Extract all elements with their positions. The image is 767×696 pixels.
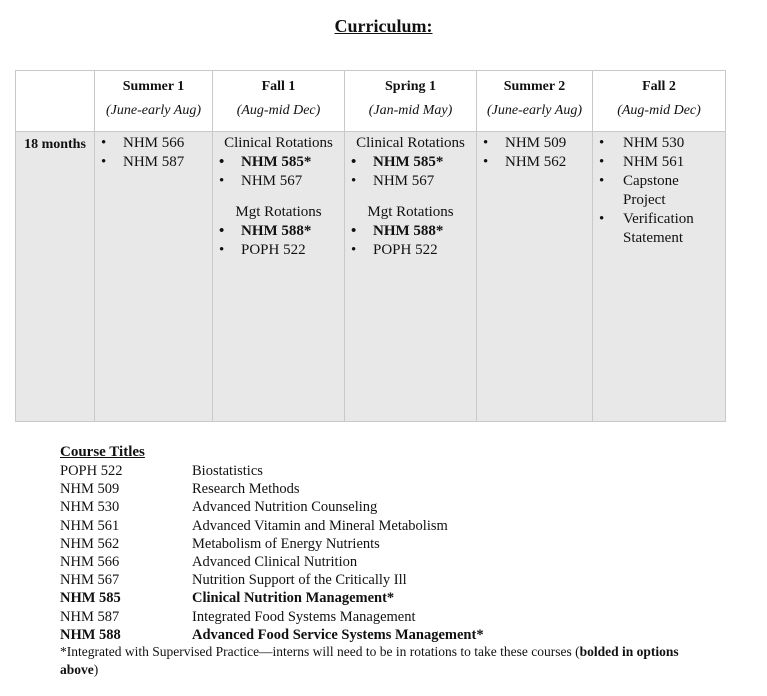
- header-spring1: [345, 71, 477, 132]
- header-fall2: [593, 71, 726, 132]
- course-row: [60, 535, 484, 553]
- course-item: • NHM 567: [345, 172, 476, 191]
- course-title: Advanced Clinical Nutrition: [192, 554, 358, 571]
- term-name: Fall 2: [642, 79, 676, 94]
- course-titles-list: [60, 462, 484, 644]
- course-row: [60, 589, 484, 607]
- course-item: • NHM 588*: [213, 222, 344, 241]
- footnote-end: ): [93, 662, 99, 677]
- course-title: Clinical Nutrition Management*: [192, 590, 395, 607]
- footnote: [60, 643, 700, 679]
- course-row: [60, 626, 484, 644]
- header-summer2: [477, 71, 593, 132]
- term-name: Spring 1: [385, 79, 436, 94]
- program-row: [16, 132, 726, 422]
- course-title: Metabolism of Energy Nutrients: [192, 535, 380, 552]
- course-row: [60, 608, 484, 626]
- course-code: NHM 530: [60, 499, 120, 516]
- course-titles-heading: Course Titles: [60, 444, 145, 460]
- course-row: [60, 462, 484, 480]
- course-code: NHM 561: [60, 517, 120, 534]
- course-row: [60, 498, 484, 516]
- course-item: • POPH 522: [213, 241, 344, 260]
- term-dates: (June-early Aug): [487, 103, 582, 118]
- course-title: Biostatistics: [192, 463, 263, 479]
- course-item: • NHM 587: [95, 153, 212, 172]
- term-name: Summer 1: [122, 79, 185, 94]
- course-item: • NHM 588*: [345, 222, 476, 241]
- cell-spring1: [345, 132, 477, 422]
- term-dates: (Aug-mid Dec): [617, 103, 701, 118]
- footnote-bold: bolded in options above: [60, 644, 679, 677]
- cell-summer2: [477, 132, 593, 422]
- course-code: POPH 522: [60, 463, 123, 479]
- clinical-rotations-label: Clinical Rotations: [356, 135, 465, 151]
- cell-fall1: [213, 132, 345, 422]
- term-dates: (Jan-mid May): [368, 103, 453, 118]
- course-title: Integrated Food Systems Management: [192, 608, 416, 625]
- course-item: • POPH 522: [345, 241, 476, 260]
- course-code: NHM 585: [60, 590, 121, 607]
- cell-fall2: [593, 132, 726, 422]
- course-code: NHM 587: [60, 608, 120, 625]
- course-item: • NHM 530: [593, 134, 725, 153]
- course-item: • NHM 562: [477, 153, 592, 172]
- course-title: Nutrition Support of the Critically Ill: [192, 572, 407, 589]
- course-item: • NHM 566: [95, 134, 212, 153]
- term-name: Fall 1: [261, 79, 296, 94]
- footnote-text: *Integrated with Supervised Practice—interns will need to be in rotations to take these courses (: [60, 644, 580, 659]
- page-title: Curriculum:: [334, 16, 433, 36]
- course-title: Research Methods: [192, 481, 300, 498]
- course-code: NHM 566: [60, 554, 120, 571]
- course-row: [60, 480, 484, 498]
- course-code: NHM 567: [60, 572, 120, 589]
- course-row: [60, 571, 484, 589]
- course-item: • Verification Statement: [593, 210, 725, 248]
- course-title: Advanced Food Service Systems Management*: [192, 626, 484, 643]
- header-row: [16, 71, 726, 132]
- course-code: NHM 509: [60, 481, 120, 498]
- mgt-rotations-label: Mgt Rotations: [367, 204, 454, 220]
- course-row: [60, 553, 484, 571]
- row-label: 18 months: [16, 132, 95, 422]
- header-empty-cell: [16, 71, 95, 132]
- course-item: • NHM 509: [477, 134, 592, 153]
- course-item: • NHM 585*: [345, 153, 476, 172]
- cell-summer1: [95, 132, 213, 422]
- course-item: • Capstone Project: [593, 172, 725, 210]
- term-dates: (June-early Aug): [106, 103, 201, 118]
- clinical-rotations-label: Clinical Rotations: [224, 135, 333, 151]
- mgt-rotations-label: Mgt Rotations: [235, 204, 322, 220]
- course-item: • NHM 561: [593, 153, 725, 172]
- course-code: NHM 562: [60, 535, 120, 552]
- header-fall1: [213, 71, 345, 132]
- course-item: • NHM 567: [213, 172, 344, 191]
- course-title: Advanced Nutrition Counseling: [192, 499, 378, 516]
- term-dates: (Aug-mid Dec): [236, 103, 321, 118]
- course-title: Advanced Vitamin and Mineral Metabolism: [192, 517, 448, 534]
- term-name: Summer 2: [503, 79, 566, 94]
- course-item: • NHM 585*: [213, 153, 344, 172]
- course-row: [60, 517, 484, 535]
- header-summer1: [95, 71, 213, 132]
- course-code: NHM 588: [60, 626, 121, 643]
- curriculum-table: [15, 70, 726, 422]
